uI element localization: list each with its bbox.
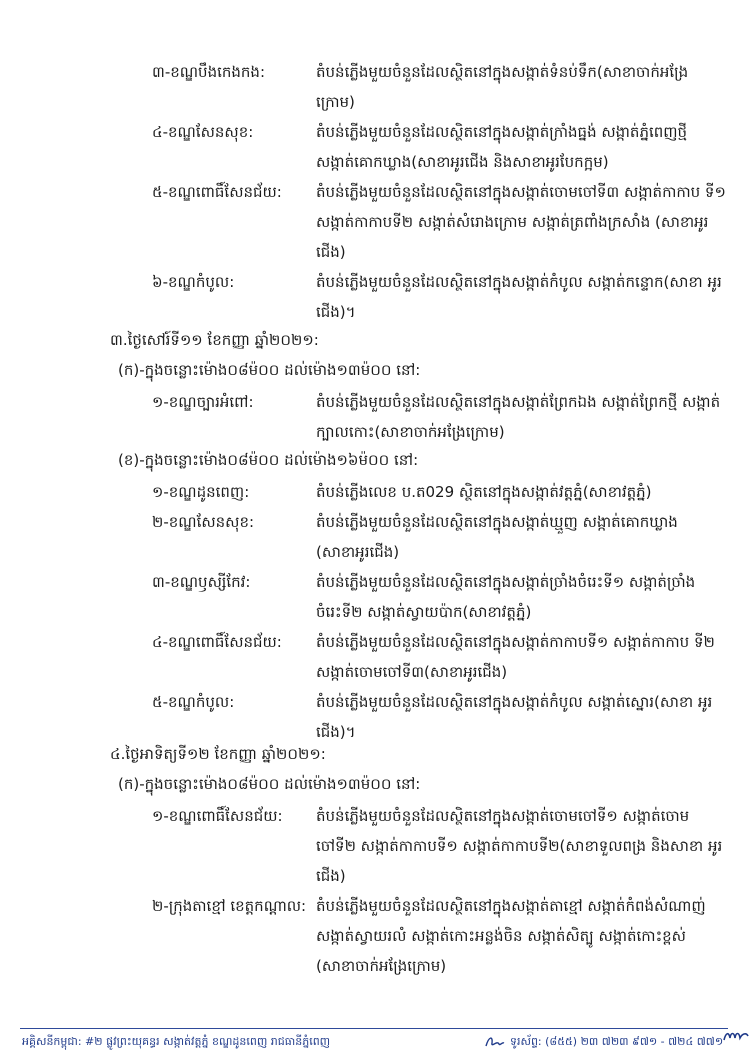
footer-divider [20,1028,728,1029]
district-label: ៥-ខណ្ឌពោធិ៍សែនជ័យ: [152,183,282,201]
area-description: តំបន់ភ្លើងមួយចំនួនដែលស្ថិតនៅក្នុងសង្កាត់ឃ្មួញ សង្កាត់គោកឃ្លាង (សាខាអូរជើង) [316,513,678,561]
area-description: តំបន់ភ្លើងមួយចំនួនដែលស្ថិតនៅក្នុងសង្កាត់ចោមចៅទី៣ សង្កាត់កាកាប ទី១ សង្កាត់កាកាបទី២ សង្កាត់សំរោងក្រោម សង្កាត់ត្រពាំងក្រសាំង (សាខាអូរជើង) [316,183,726,261]
initials-mark-icon [722,1026,750,1046]
area-description: តំបន់ភ្លើងមួយចំនួនដែលស្ថិតនៅក្នុងសង្កាត់ច្រាំងចំរេះទី១ សង្កាត់ច្រាំង ចំរេះទី២ សង្កាត់ស្វាយប៉ាក(សាខាវត្តភ្នំ) [316,573,696,621]
area-description: តំបន់ភ្លើងមួយចំនួនដែលស្ថិតនៅក្នុងសង្កាត់កាកាបទី១ សង្កាត់កាកាប ទី២ សង្កាត់ចោមចៅទី៣(សាខាអូរជើង) [316,633,715,681]
footer-contact [484,1034,723,1050]
district-label: ៤-ខណ្ឌពោធិ៍សែនជ័យ: [152,633,282,651]
district-label: ២-ខណ្ឌសែនសុខ: [152,513,255,531]
area-description: តំបន់ភ្លើងមួយចំនួនដែលស្ថិតនៅក្នុងសង្កាត់ក្រាំងធ្នង់ សង្កាត់ភ្នំពេញថ្មី សង្កាត់គោកឃ្លាង(សាខាអូរជើង និងសាខាអូរបែកក្អម) [316,123,688,171]
district-label: ១-ខណ្ឌពោធិ៍សែនជ័យ: [152,807,283,825]
district-label: ៥-ខណ្ឌកំបូល: [152,693,235,711]
district-label: ១-ខណ្ឌច្បារអំពៅ: [152,393,254,411]
footer-address: អគ្គិសនីកម្ពុជា: #២ ផ្លូវព្រះយុគន្ធរ សង្កាត់វត្តភ្នំ ខណ្ឌដូនពេញ រាជធានីភ្នំពេញ [22,1035,331,1048]
district-label: ២-ក្រុងតាខ្មៅ ខេត្តកណ្តាល: [152,897,307,915]
day-heading: ៤.ថ្ងៃអាទិត្យទី១២ ខែកញ្ញា ឆ្នាំ២០២១: [110,745,326,763]
area-description: តំបន់ភ្លើងមួយចំនួនដែលស្ថិតនៅក្នុងសង្កាត់ព្រែកឯង សង្កាត់ព្រែកថ្មី សង្កាត់ក្បាលកោះ(សាខាចាក់អង្រែក្រោម) [316,393,721,441]
area-description: តំបន់ភ្លើងមួយចំនួនដែលស្ថិតនៅក្នុងសង្កាត់ទំនប់ទឹក(សាខាចាក់អង្រែ ក្រោម) [316,63,689,111]
area-description: តំបន់ភ្លើងមួយចំនួនដែលស្ថិតនៅក្នុងសង្កាត់ចោមចៅទី១ សង្កាត់ចោម ចៅទី២ សង្កាត់កាកាបទី១ សង្កាត់កាកាបទី២(សាខាទួលពង្រ និងសាខា អូរជើង) [316,807,723,885]
area-description: តំបន់ភ្លើងមួយចំនួនដែលស្ថិតនៅក្នុងសង្កាត់តាខ្មៅ សង្កាត់កំពង់សំណាញ់ សង្កាត់ស្វាយរលំ សង្កាត់កោះអន្លង់ចិន សង្កាត់សិត្បូ សង្កាត់កោះខ្ពស់ (សាខាចាក់អង្រែក្រោម) [316,897,706,975]
area-description: តំបន់ភ្លើងមួយចំនួនដែលស្ថិតនៅក្នុងសង្កាត់កំបូល សង្កាត់ស្នោរ(សាខា អូរជើង)។ [316,693,713,741]
district-label: ៤-ខណ្ឌសែនសុខ: [152,123,254,141]
district-label: ១-ខណ្ឌដូនពេញ: [152,483,250,501]
day-heading: ៣.ថ្ងៃសៅរ៍ទី១១ ខែកញ្ញា ឆ្នាំ២០២១: [110,331,319,349]
time-range-heading: (ខ)-ក្នុងចន្លោះម៉ោង០៨ម៉០០ ដល់ម៉ោង១៦ម៉០០ នៅ: [118,451,419,469]
district-label: ៣-ខណ្ឌបឹងកេងកង: [152,63,266,81]
district-label: ៣-ខណ្ឌឫស្សីកែវ: [152,573,251,591]
footer-phone: ទូរស័ព្ទ: (៨៥៥) ២៣ ៧២៣ ៩៧១ - ៧២៤ ៧៧១ [510,1035,724,1048]
time-range-heading: (ក)-ក្នុងចន្លោះម៉ោង០៨ម៉០០ ដល់ម៉ោង១៣ម៉០០ នៅ: [118,775,421,793]
area-description: តំបន់ភ្លើងមួយចំនួនដែលស្ថិតនៅក្នុងសង្កាត់កំបូល សង្កាត់កន្ទោក(សាខា អូរជើង)។ [316,273,722,321]
area-description: តំបន់ភ្លើងលេខ ប.ត029 ស្ថិតនៅក្នុងសង្កាត់វត្តភ្នំ(សាខាវត្តភ្នំ) [316,483,652,501]
time-range-heading: (ក)-ក្នុងចន្លោះម៉ោង០៨ម៉០០ ដល់ម៉ោង១៣ម៉០០ នៅ: [118,361,421,379]
district-label: ៦-ខណ្ឌកំបូល: [152,273,235,291]
signature-icon [484,1034,506,1050]
